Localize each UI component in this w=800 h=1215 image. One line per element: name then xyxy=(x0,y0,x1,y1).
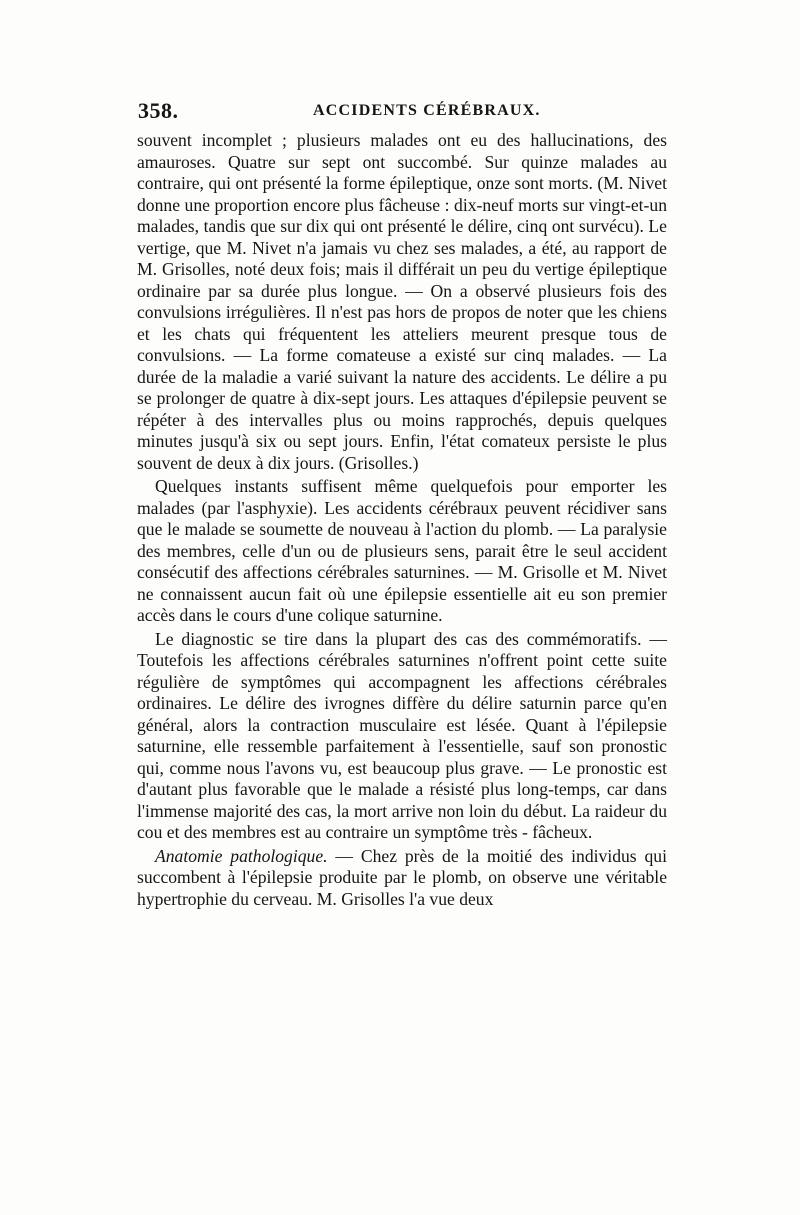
page-number: 358. xyxy=(138,98,179,123)
running-head: ACCIDENTS CÉRÉBRAUX. xyxy=(313,102,541,119)
paragraph-3: Le diagnostic se tire dans la plupart des cas des commémoratifs. — Toutefois les affections cérébrales saturnines n'offrent point cette suite régulière de symptômes qui accompagnent les affections cérébrales ordinaires. Le délire des ivrognes diffère du délire saturnin parce qu'en général, alors la contraction musculaire est lésée. Quant à l'épilepsie saturnine, elle ressemble parfaitement à l'essentielle, sauf son pronostic qui, comme nous l'avons vu, est beaucoup plus grave. — Le pronostic est d'autant plus favorable que le malade a résisté plus long-temps, car dans l'immense majorité des cas, la mort arrive non loin du début. La raideur du cou et des membres est au contraire un symptôme très - fâcheux. xyxy=(137,628,667,842)
body-text xyxy=(137,130,667,910)
paragraph-1: souvent incomplet ; plusieurs malades ont eu des hallucinations, des amauroses. Quatre sur sept ont succombé. Sur quinze malades au contraire, qui ont présenté la forme épileptique, onze sont morts. (M. Nivet donne une proportion encore plus fâcheuse : dix-neuf morts sur vingt-et-un malades, tandis que sur dix qui ont présenté le délire, cinq ont survécu). Le vertige, que M. Nivet n'a jamais vu chez ses malades, a été, au rapport de M. Grisolles, noté deux fois; mais il différait un peu du vertige épileptique ordinaire par sa durée plus longue. — On a observé plusieurs fois des convulsions irrégulières. Il n'est pas hors de propos de noter que les chiens et les chats qui fréquentent les atteliers meurent presque tous de convulsions. — La forme comateuse a existé sur cinq malades. — La durée de la maladie a varié suivant la nature des accidents. Le délire a pu se prolonger de quatre à dix-sept jours. Les attaques d'épilepsie peuvent se répéter à des intervalles plus ou moins rapprochés, depuis quelques minutes jusqu'à six ou sept jours. Enfin, l'état comateux persiste le plus souvent de deux à dix jours. (Grisolles.) xyxy=(137,130,667,473)
paragraph-2: Quelques instants suffisent même quelquefois pour emporter les malades (par l'asphyxie). Les accidents cérébraux peuvent récidiver sans que le malade se soumette de nouveau à l'action du plomb. — La paralysie des membres, celle d'un ou de plusieurs sens, parait être le seul accident consécutif des affections cérébrales saturnines. — M. Grisolle et M. Nivet ne connaissent aucun fait où une épilepsie essentielle ait eu son premier accès dans le cours d'une colique saturnine. xyxy=(137,476,667,625)
paragraph-4 xyxy=(137,846,667,911)
page-header xyxy=(138,98,668,122)
section-heading: Anatomie pathologique. xyxy=(155,845,328,866)
paragraph-4-text: — Chez près de la moitié des individus qui succombent à l'épilepsie produite par le plomb, on observe une véritable hypertrophie du cerveau. M. Grisolles l'a vue deux xyxy=(137,845,667,909)
